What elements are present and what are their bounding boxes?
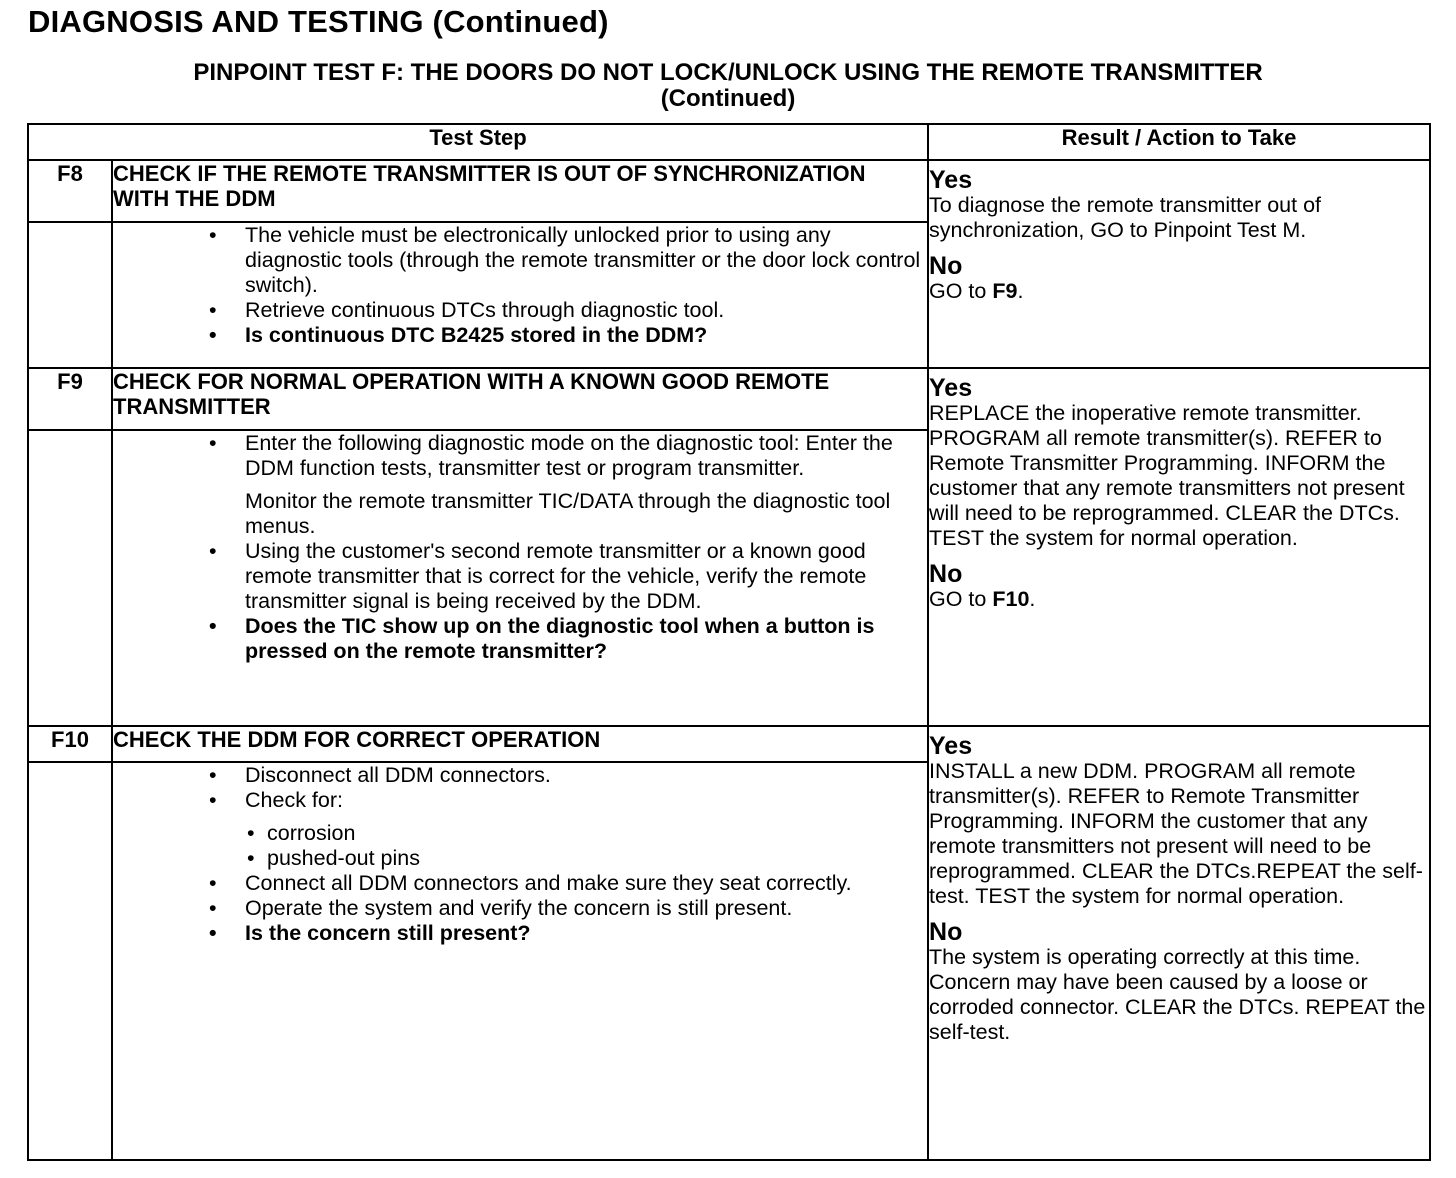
yes-label-f9: Yes xyxy=(929,374,973,402)
step-number-spacer xyxy=(28,430,112,726)
yes-action-f10: INSTALL a new DDM. PROGRAM all remote transmitter(s). REFER to Remote Transmitter Programming. INFORM the customer that any remote transmitters not present will need to be reprogrammed. CLEAR the DTCs.REPEAT the self-test. TEST the system for normal operation. xyxy=(929,759,1423,908)
step-body-f8 xyxy=(112,222,928,368)
step-number-f9: F9 xyxy=(28,368,112,430)
step-sub-bullet: • corrosion xyxy=(113,821,927,846)
step-number-f10: F10 xyxy=(28,726,112,762)
no-action-text: GO to xyxy=(929,587,987,611)
yes-action-f9: REPLACE the inoperative remote transmitter. PROGRAM all remote transmitter(s). REFER to Remote Transmitter Programming. INFORM the customer that any remote transmitters not present will need to be reprogrammed. CLEAR the DTCs. TEST the system for normal operation. xyxy=(929,401,1405,550)
step-bullet: • Connect all DDM connectors and make sure they seat correctly. xyxy=(113,871,927,896)
yes-label-f10: Yes xyxy=(929,732,973,760)
step-sub-bullet: • pushed-out pins xyxy=(113,846,927,871)
step-bullet: • Using the customer's second remote transmitter or a known good remote transmitter that is correct for the vehicle, verify the remote transmitter signal is being received by the DDM. xyxy=(113,539,927,614)
pinpoint-test-table xyxy=(27,123,1431,1161)
step-number-f8: F8 xyxy=(28,160,112,222)
no-action-f10: The system is operating correctly at this time. Concern may have been caused by a loose or corroded connector. CLEAR the DTCs. REPEAT the self-test. xyxy=(929,945,1426,1044)
step-title-f8: CHECK IF THE REMOTE TRANSMITTER IS OUT OF SYNCHRONIZATION WITH THE DDM xyxy=(112,160,928,222)
pinpoint-test-continued: (Continued) xyxy=(660,85,796,112)
pinpoint-test-heading: PINPOINT TEST F: THE DOORS DO NOT LOCK/UNLOCK USING THE REMOTE TRANSMITTER xyxy=(193,59,1263,86)
pinpoint-test-title xyxy=(28,60,1428,112)
header-test-step: Test Step xyxy=(28,124,928,160)
step-bullet: • Retrieve continuous DTCs through diagnostic tool. xyxy=(113,298,927,323)
page-title: DIAGNOSIS AND TESTING (Continued) xyxy=(28,4,609,39)
step-question: • Is continuous DTC B2425 stored in the DDM? xyxy=(113,323,927,348)
no-action-text: GO to xyxy=(929,279,987,303)
result-cell-f10 xyxy=(928,726,1430,1160)
no-action-f8 xyxy=(929,279,1429,304)
step-bullet: • Disconnect all DDM connectors. xyxy=(113,763,927,788)
no-action-f9 xyxy=(929,587,1429,612)
step-title-f10: CHECK THE DDM FOR CORRECT OPERATION xyxy=(112,726,928,762)
step-number-spacer xyxy=(28,222,112,368)
step-bullet: • The vehicle must be electronically unlocked prior to using any diagnostic tools (through the remote transmitter or the door lock control switch). xyxy=(113,223,927,298)
no-action-punct: . xyxy=(1029,587,1036,611)
step-bullet: • Operate the system and verify the concern is still present. xyxy=(113,896,927,921)
result-cell-f8 xyxy=(928,160,1430,368)
header-result-action: Result / Action to Take xyxy=(928,124,1430,160)
step-question: • Does the TIC show up on the diagnostic tool when a button is pressed on the remote transmitter? xyxy=(113,614,927,664)
step-bullet: • Enter the following diagnostic mode on the diagnostic tool: Enter the DDM function tests, transmitter test or program transmitter. xyxy=(113,431,927,481)
step-question: • Is the concern still present? xyxy=(113,921,927,946)
step-title-f9: CHECK FOR NORMAL OPERATION WITH A KNOWN GOOD REMOTE TRANSMITTER xyxy=(112,368,928,430)
no-label-f9: No xyxy=(929,560,963,588)
no-action-punct: . xyxy=(1017,279,1024,303)
step-reference: F10 xyxy=(992,587,1030,611)
step-reference: F9 xyxy=(992,279,1018,303)
result-cell-f9 xyxy=(928,368,1430,726)
step-body-f9 xyxy=(112,430,928,726)
yes-action-f8: To diagnose the remote transmitter out of synchronization, GO to Pinpoint Test M. xyxy=(929,193,1322,242)
step-body-f10 xyxy=(112,762,928,1160)
no-label-f10: No xyxy=(929,918,963,946)
no-label-f8: No xyxy=(929,252,963,280)
step-bullet-continuation: Monitor the remote transmitter TIC/DATA through the diagnostic tool menus. xyxy=(245,489,891,538)
step-bullet: • Check for: xyxy=(113,788,927,813)
yes-label-f8: Yes xyxy=(929,166,973,194)
step-number-spacer xyxy=(28,762,112,1160)
